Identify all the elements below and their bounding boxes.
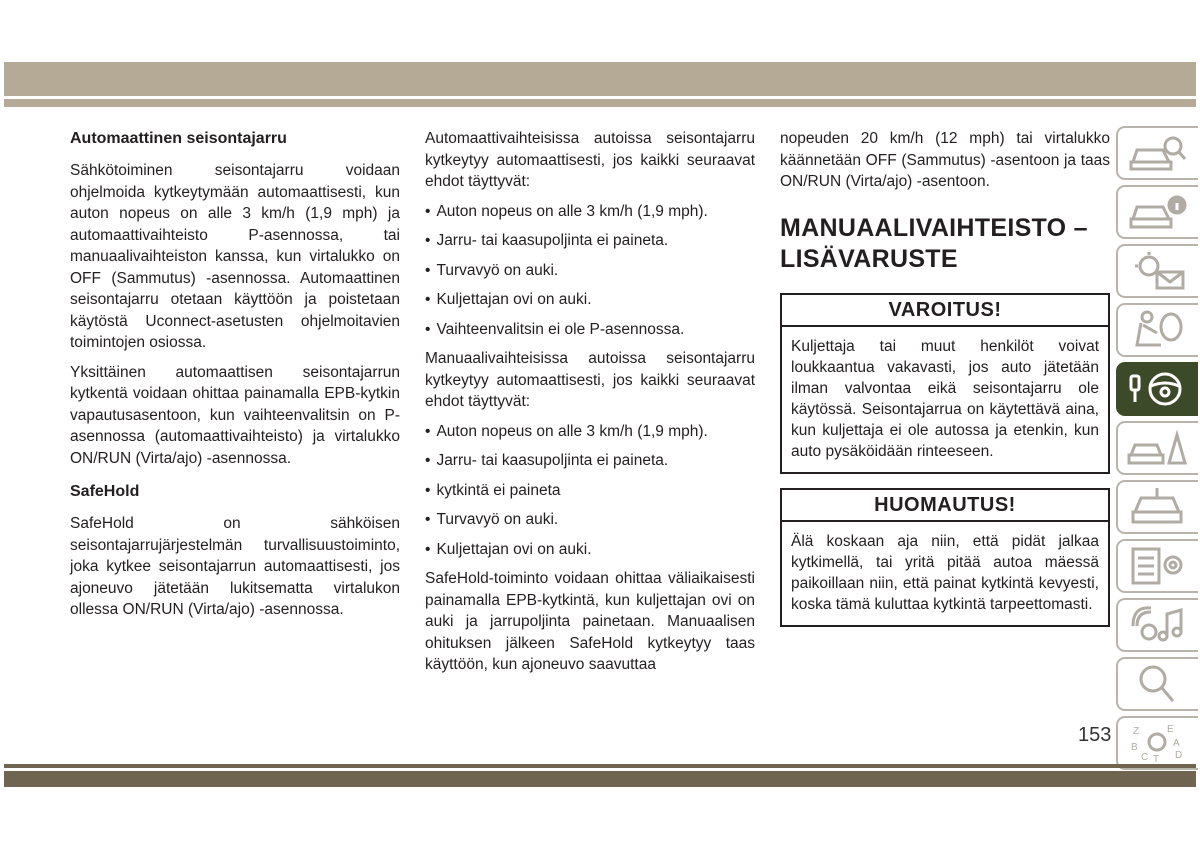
car-info-icon: [1127, 191, 1189, 233]
tab-index[interactable]: [1116, 716, 1198, 770]
section-title: MANUAALIVAIHTEISTO – LISÄVARUSTE: [780, 213, 1088, 273]
conditions-list-manual: [425, 421, 755, 561]
alphabetical-index-icon: [1127, 722, 1189, 764]
list-item: • Kuljettajan ovi on auki.: [425, 289, 755, 311]
index-letter: T: [1153, 754, 1160, 764]
conditions-list-automatic: [425, 201, 755, 341]
tab-technical[interactable]: [1116, 539, 1198, 593]
warning-heading: VAROITUS!: [782, 295, 1108, 327]
tab-service[interactable]: [1116, 480, 1198, 534]
paragraph: Yksittäinen automaattisen seisontajarrun kytkentä voidaan ohittaa painamalla EPB-kytkin vapautusasentoon, kun vaihteenvalitsin on P-asennossa (automaattivaihteisto) ja virtalukko ON/RUN (Virta/ajo) -asennossa.: [70, 363, 400, 467]
index-letter: D: [1175, 750, 1183, 761]
heading-safehold: SafeHold: [70, 483, 140, 500]
index-letter: E: [1167, 724, 1174, 735]
warning-box: [780, 293, 1110, 474]
list-item: • Turvavyö on auki.: [425, 260, 755, 282]
tab-emergency[interactable]: [1116, 421, 1198, 475]
tab-car-info[interactable]: [1116, 185, 1198, 239]
tab-starting-driving[interactable]: [1116, 362, 1198, 416]
note-heading: HUOMAUTUS!: [782, 490, 1108, 522]
header-band: [4, 62, 1196, 96]
paragraph: Sähkötoiminen seisontajarru voidaan ohjelmoida kytkeytymään automaattisesti, kun auton nopeus on alle 3 km/h (1,9 mph) ja automaattivaihteisto P-asennossa, tai manuaalivaihteiston kanssa, kun virtalukko on OFF (Sammutus) -asennossa. Automaattinen seisontajarru otetaan käyttöön ja poistetaan käytöstä Uconnect-asetusten ohjelmoitavien toimintojen osiossa.: [70, 162, 400, 351]
column-2: [425, 128, 755, 684]
column-1: [70, 128, 400, 629]
multimedia-icon: [1127, 604, 1189, 646]
tab-safety[interactable]: [1116, 303, 1198, 357]
warning-lights-message-icon: [1127, 250, 1189, 292]
car-search-icon: [1127, 132, 1189, 174]
index-letter: A: [1173, 738, 1180, 749]
note-box: [780, 488, 1110, 627]
list-item: • Jarru- tai kaasupoljinta ei paineta.: [425, 230, 755, 252]
index-letter: Z: [1133, 726, 1140, 737]
list-item: • Turvavyö on auki.: [425, 509, 755, 531]
paragraph: SafeHold-toiminto voidaan ohittaa väliaikaisesti painamalla EPB-kytkintä, kun kuljettajan ovi on auki ja jarrupoljinta painetaan. Manuaalisen ohituksen jälkeen SafeHold kytkeytyy taas käyttöön, kun ajoneuvo saavuttaa: [425, 570, 755, 673]
paragraph: nopeuden 20 km/h (12 mph) tai virtalukko käännetään OFF (Sammutus) -asentoon ja taas ON/RUN (Virta/ajo) -asentoon.: [780, 130, 1110, 190]
airbag-seat-icon: [1127, 309, 1189, 351]
key-steering-wheel-icon: [1127, 368, 1189, 410]
magnifier-index-icon: [1127, 663, 1189, 705]
index-letter: B: [1131, 742, 1138, 753]
list-item: • Jarru- tai kaasupoljinta ei paineta.: [425, 450, 755, 472]
tab-multimedia[interactable]: [1116, 598, 1198, 652]
paragraph: Automaattivaihteisissa autoissa seisontajarru kytkeytyy automaattisesti, jos kaikki seuraavat ehdot täyttyvät:: [425, 130, 755, 190]
car-service-icon: [1127, 486, 1189, 528]
column-3: [780, 128, 1110, 641]
note-text: Älä koskaan aja niin, että pidät jalkaa kytkimellä, tai yritä pitää autoa mäessä paikoillaan niin, että painat kytkintä kevyesti, koska tämä kuluttaa kytkintä tarpeettomasti.: [791, 532, 1099, 613]
footer-rule: [4, 764, 1196, 768]
list-item: • Vaihteenvalitsin ei ole P-asennossa.: [425, 319, 755, 341]
header-rule: [4, 99, 1196, 107]
index-letter: C: [1141, 752, 1149, 763]
list-item: • Kuljettajan ovi on auki.: [425, 539, 755, 561]
footer-band: [4, 771, 1196, 787]
tab-warning-lights[interactable]: [1116, 244, 1198, 298]
page-number: 153: [1078, 724, 1112, 746]
car-breakdown-icon: [1127, 427, 1189, 469]
list-item: • Auton nopeus on alle 3 km/h (1,9 mph).: [425, 421, 755, 443]
chapter-tabs: [1116, 126, 1200, 775]
list-item: • Auton nopeus on alle 3 km/h (1,9 mph).: [425, 201, 755, 223]
warning-text: Kuljettaja tai muut henkilöt voivat loukkaantua vakavasti, jos auto jätetään ilman valvontaa eikä seisontajarru ole käytössä. Seisontajarrua on käytettävä aina, kun kuljettaja ei ole autossa ja etenkin, kun auto pysäköidään rinteeseen.: [791, 337, 1099, 460]
settings-list-icon: [1127, 545, 1189, 587]
tab-car-search[interactable]: [1116, 126, 1198, 180]
list-item: • kytkintä ei paineta: [425, 480, 755, 502]
paragraph: Manuaalivaihteisissa autoissa seisontajarru kytkeytyy automaattisesti, jos kaikki seuraavat ehdot täyttyvät:: [425, 350, 755, 410]
tab-search[interactable]: [1116, 657, 1198, 711]
heading-auto-parking-brake: Automaattinen seisontajarru: [70, 130, 287, 147]
paragraph: SafeHold on sähköisen seisontajarrujärjestelmän turvallisuustoiminto, joka kytkee seisontajarrun automaattisesti, jos ajoneuvo jätetään lukitsematta virtalukon ollessa ON/RUN (Virta/ajo) -asennossa.: [70, 515, 400, 618]
